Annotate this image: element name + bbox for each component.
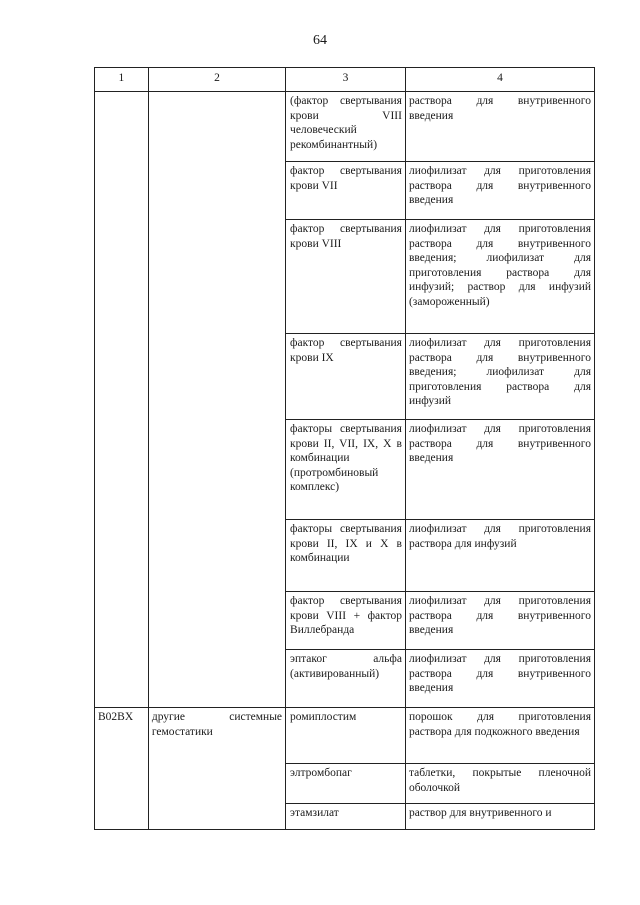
drug-name: фактор свертывания крови VIII + фактор Виллебранда (286, 592, 406, 650)
dosage-form: таблетки, покрытые пленочной оболочкой (405, 764, 594, 804)
dosage-form: лиофилизат для приготовления раствора для внутривенного введения (405, 162, 594, 220)
empty-code-cell (95, 92, 149, 708)
drug-name: факторы свертывания крови II, IX и X в комбинации (286, 520, 406, 592)
empty-group-cell (148, 92, 285, 708)
table-row (95, 92, 595, 162)
header-col-1: 1 (95, 68, 149, 92)
dosage-form: раствора для внутривенного введения (405, 92, 594, 162)
dosage-form: лиофилизат для приготовления раствора для внутривенного введения; лиофилизат для приготовления раствора для инфузий (405, 334, 594, 420)
dosage-form: лиофилизат для приготовления раствора для внутривенного введения (405, 420, 594, 520)
table-row (95, 708, 595, 764)
header-col-3: 3 (286, 68, 406, 92)
header-col-4: 4 (405, 68, 594, 92)
page-number: 64 (313, 33, 327, 48)
drug-name: этамзилат (286, 804, 406, 830)
drug-name: эптаког альфа (активированный) (286, 650, 406, 708)
dosage-form: лиофилизат для приготовления раствора для инфузий (405, 520, 594, 592)
drug-name: (фактор свертывания крови VIII человеческий рекомбинантный) (286, 92, 406, 162)
drug-name: элтромбопаг (286, 764, 406, 804)
dosage-form: порошок для приготовления раствора для подкожного введения (405, 708, 594, 764)
header-col-2: 2 (148, 68, 285, 92)
drug-name: ромиплостим (286, 708, 406, 764)
dosage-form: раствор для внутривенного и (405, 804, 594, 830)
dosage-form: лиофилизат для приготовления раствора для внутривенного введения (405, 650, 594, 708)
drug-name: факторы свертывания крови II, VII, IX, X в комбинации (протромбиновый комплекс) (286, 420, 406, 520)
dosage-form: лиофилизат для приготовления раствора для внутривенного введения; лиофилизат для приготовления раствора для инфузий; раствор для инфузий (замороженный) (405, 220, 594, 334)
atc-code: B02BX (95, 708, 149, 830)
group-title: другие системные гемостатики (148, 708, 285, 830)
drug-name: фактор свертывания крови VII (286, 162, 406, 220)
drug-name: фактор свертывания крови IX (286, 334, 406, 420)
drug-name: фактор свертывания крови VIII (286, 220, 406, 334)
table-header-row (95, 68, 595, 92)
medication-table (94, 67, 595, 830)
dosage-form: лиофилизат для приготовления раствора для внутривенного введения (405, 592, 594, 650)
